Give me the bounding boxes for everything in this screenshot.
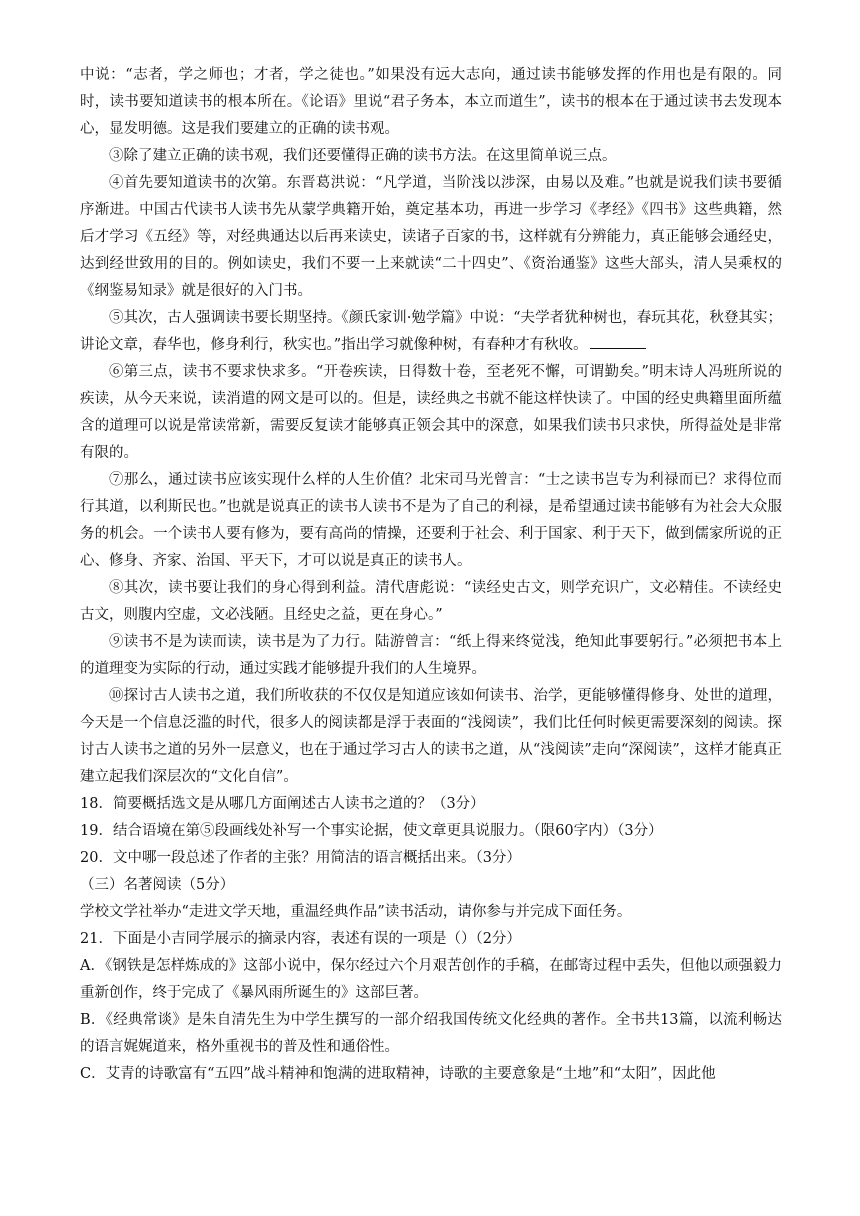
paragraph-8: ⑧其次，读书要让我们的身心得到利益。清代唐彪说：“读经史古文，则学充识广，文必精佳。不读经史古文，则腹内空虚，文必浅陋。且经史之益，更在身心。” (80, 580, 782, 623)
paragraph-6: ⑥第三点，读书不要求快求多。“开卷疾读，日得数十卷，至老死不懈，可谓勤矣。”明末诗人冯班所说的疾读，从今天来说，读消遣的网文是可以的。但是，读经典之书就不能这样快读了。中国的经史典籍里面所蕴含的道理可以说是常读常新，需要反复读才能够真正领会其中的深意，如果我们读书只求快，所得益处是非常有限的。 (80, 364, 782, 461)
paragraph-9: ⑨读书不是为读而读，读书是为了力行。陆游曾言：“纸上得来终觉浅，绝知此事要躬行。”必须把书本上的道理变为实际的行动，通过实践才能够提升我们的人生境界。 (80, 634, 782, 677)
option-b: B．《经典常谈》是朱自清先生为中学生撰写的一部介绍我国传统文化经典的著作。全书共13篇，以流利畅达的语言娓娓道来，格外重视书的普及性和通俗性。 (80, 1012, 782, 1055)
paragraph-5 (80, 305, 782, 359)
option-a: A．《钢铁是怎样炼成的》这部小说中，保尔经过六个月艰苦创作的手稿，在邮寄过程中丢失，但他以顽强毅力重新创作，终于完成了《暴风雨所诞生的》这部巨著。 (80, 958, 782, 1001)
question-19: 19．结合语境在第⑤段画线处补写一个事实论据，使文章更具说服力。（限60字内）（3分） (80, 823, 663, 839)
paragraph-7: ⑦那么，通过读书应该实现什么样的人生价值？北宋司马光曾言：“士之读书岂专为利禄而已？求得位而行其道，以利斯民也。”也就是说真正的读书人读书不是为了自己的利禄，是希望通过读书能够有为社会大众服务的机会。一个读书人要有修为，要有高尚的情操，还要利于社会、利于国家、利于天下，做到儒家所说的正心、修身、齐家、治国、平天下，才可以说是真正的读书人。 (80, 472, 782, 569)
section-intro: 学校文学社举办“走进文学天地，重温经典作品”读书活动，请你参与并完成下面任务。 (80, 904, 632, 920)
paragraph-5-text: ⑤其次，古人强调读书要长期坚持。《颜氏家训·勉学篇》中说：“夫学者犹种树也，春玩其花，秋登其实；讲论文章，春华也，修身利行，秋实也。”指出学习就像种树，有春种才有秋收。 (80, 310, 782, 353)
question-20: 20．文中哪一段总述了作者的主张？用简洁的语言概括出来。（3分） (80, 850, 521, 866)
fill-in-blank (590, 334, 646, 349)
paragraph-10: ⑩探讨古人读书之道，我们所收获的不仅仅是知道应该如何读书、治学，更能够懂得修身、处世的道理，今天是一个信息泛滥的时代，很多人的阅读都是浮于表面的“浅阅读”，我们比任何时候更需要深刻的阅读。探讨古人读书之道的另外一层意义，也在于通过学习古人的读书之道，从“浅阅读”走向“深阅读”，这样才能真正建立起我们深层次的“文化自信”。 (80, 688, 782, 785)
question-21: 21．下面是小吉同学展示的摘录内容，表述有误的一项是（）（2分） (80, 931, 521, 947)
paragraph-4: ④首先要知道读书的次第。东晋葛洪说：“凡学道，当阶浅以涉深，由易以及难。”也就是说我们读书要循序渐进。中国古代读书人读书先从蒙学典籍开始，奠定基本功，再进一步学习《孝经》《四书》这些典籍，然后才学习《五经》等，对经典通达以后再来读史，读诸子百家的书，这样就有分辨能力，真正能够会通经史，达到经世致用的目的。例如读史，我们不要一上来就读“二十四史”、《资治通鉴》这些大部头，清人吴乘权的《纲鉴易知录》就是很好的入门书。 (80, 175, 782, 299)
paragraph-intro: 中说：“志者，学之师也；才者，学之徒也。”如果没有远大志向，通过读书能够发挥的作用也是有限的。同时，读书要知道读书的根本所在。《论语》里说“君子务本，本立而道生”，读书的根本在于通过读书去发现本心，显发明德。这是我们要建立的正确的读书观。 (80, 67, 782, 137)
paragraph-3: ③除了建立正确的读书观，我们还要懂得正确的读书方法。在这里简单说三点。 (109, 148, 617, 164)
question-18: 18．简要概括选文是从哪几方面阐述古人读书之道的？（3分） (80, 796, 485, 812)
option-c: C．艾青的诗歌富有“五四”战斗精神和饱满的进取精神，诗歌的主要意象是“土地”和“太阳”，因此他 (80, 1066, 716, 1082)
section-header: （三）名著阅读（5分） (80, 877, 235, 893)
